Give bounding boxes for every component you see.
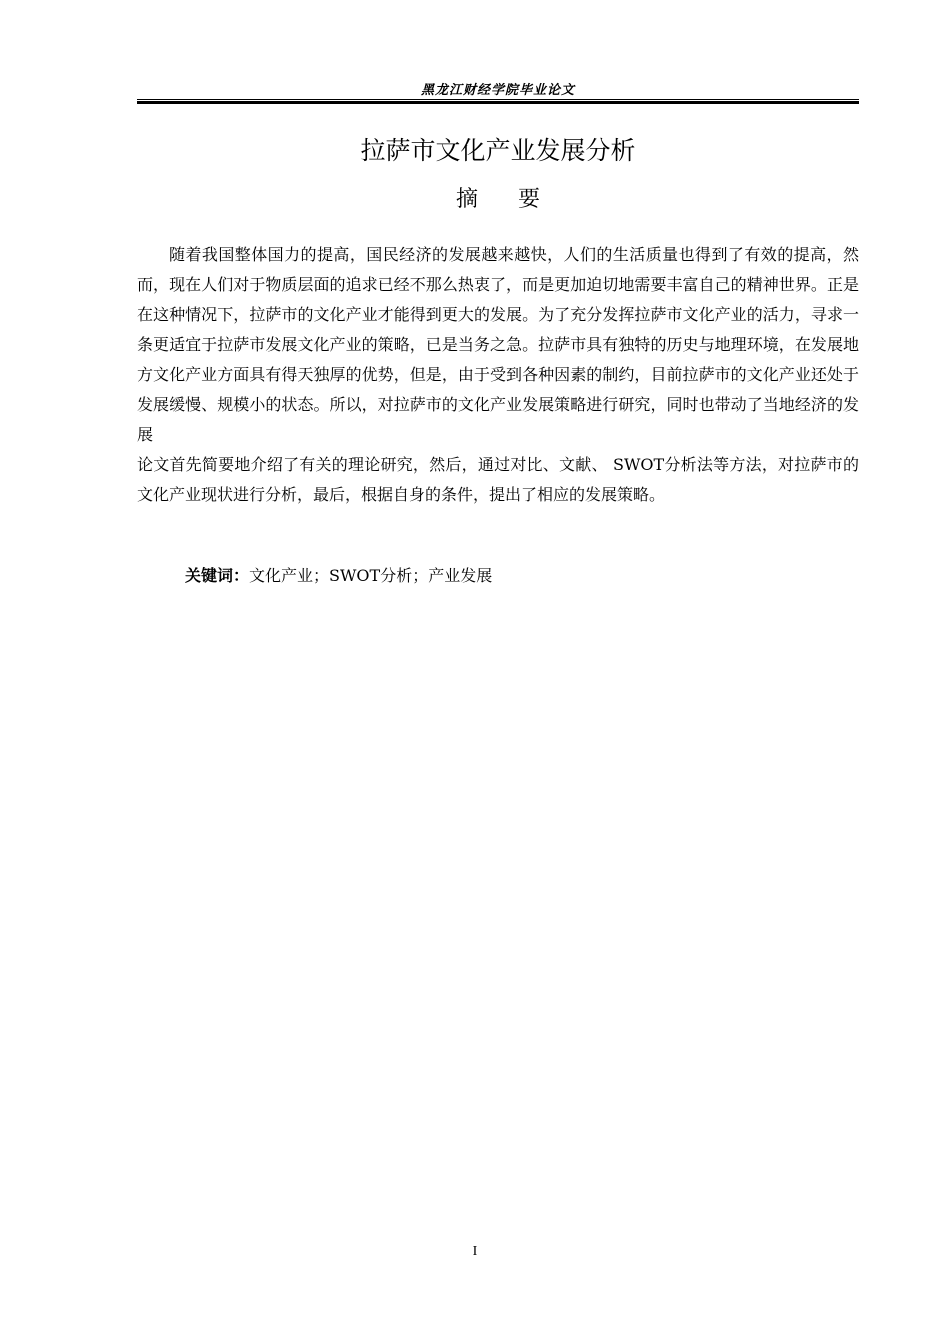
abstract-paragraph-2: 论文首先简要地介绍了有关的理论研究，然后，通过对比、文献、 SWOT分析法等方法，对拉萨市的文化产业现状进行分析，最后，根据自身的条件，提出了相应的发展策略。 xyxy=(137,455,859,504)
keywords-value: 文化产业；SWOT分析；产业发展 xyxy=(249,566,493,585)
document-title: 拉萨市文化产业发展分析 xyxy=(360,136,636,165)
abstract-paragraph-1: 随着我国整体国力的提高，国民经济的发展越来越快，人们的生活质量也得到了有效的提高，然而，现在人们对于物质层面的追求已经不那么热衷了，而是更加迫切地需要丰富自己的精神世界。正是在这种情况下，拉萨市的文化产业才能得到更大的发展。为了充分发挥拉萨市文化产业的活力，寻求一条更适宜于拉萨市发展文化产业的策略，已是当务之急。拉萨市具有独特的历史与地理环境，在发展地方文化产业方面具有得天独厚的优势，但是，由于受到各种因素的制约，目前拉萨市的文化产业还处于发展缓慢、规模小的状态。所以，对拉萨市的文化产业发展策略进行研究，同时也带动了当地经济的发展 xyxy=(137,245,859,444)
header-rule-thick xyxy=(137,101,859,104)
running-header: 黑龙江财经学院毕业论文 xyxy=(420,83,575,98)
header-rule-thin xyxy=(137,99,859,100)
abstract-heading: 摘要 xyxy=(455,187,580,212)
abstract-body xyxy=(137,240,859,510)
keywords-line xyxy=(185,562,859,590)
page-number: I xyxy=(472,1244,478,1259)
keywords-label: 关键词： xyxy=(185,566,250,585)
